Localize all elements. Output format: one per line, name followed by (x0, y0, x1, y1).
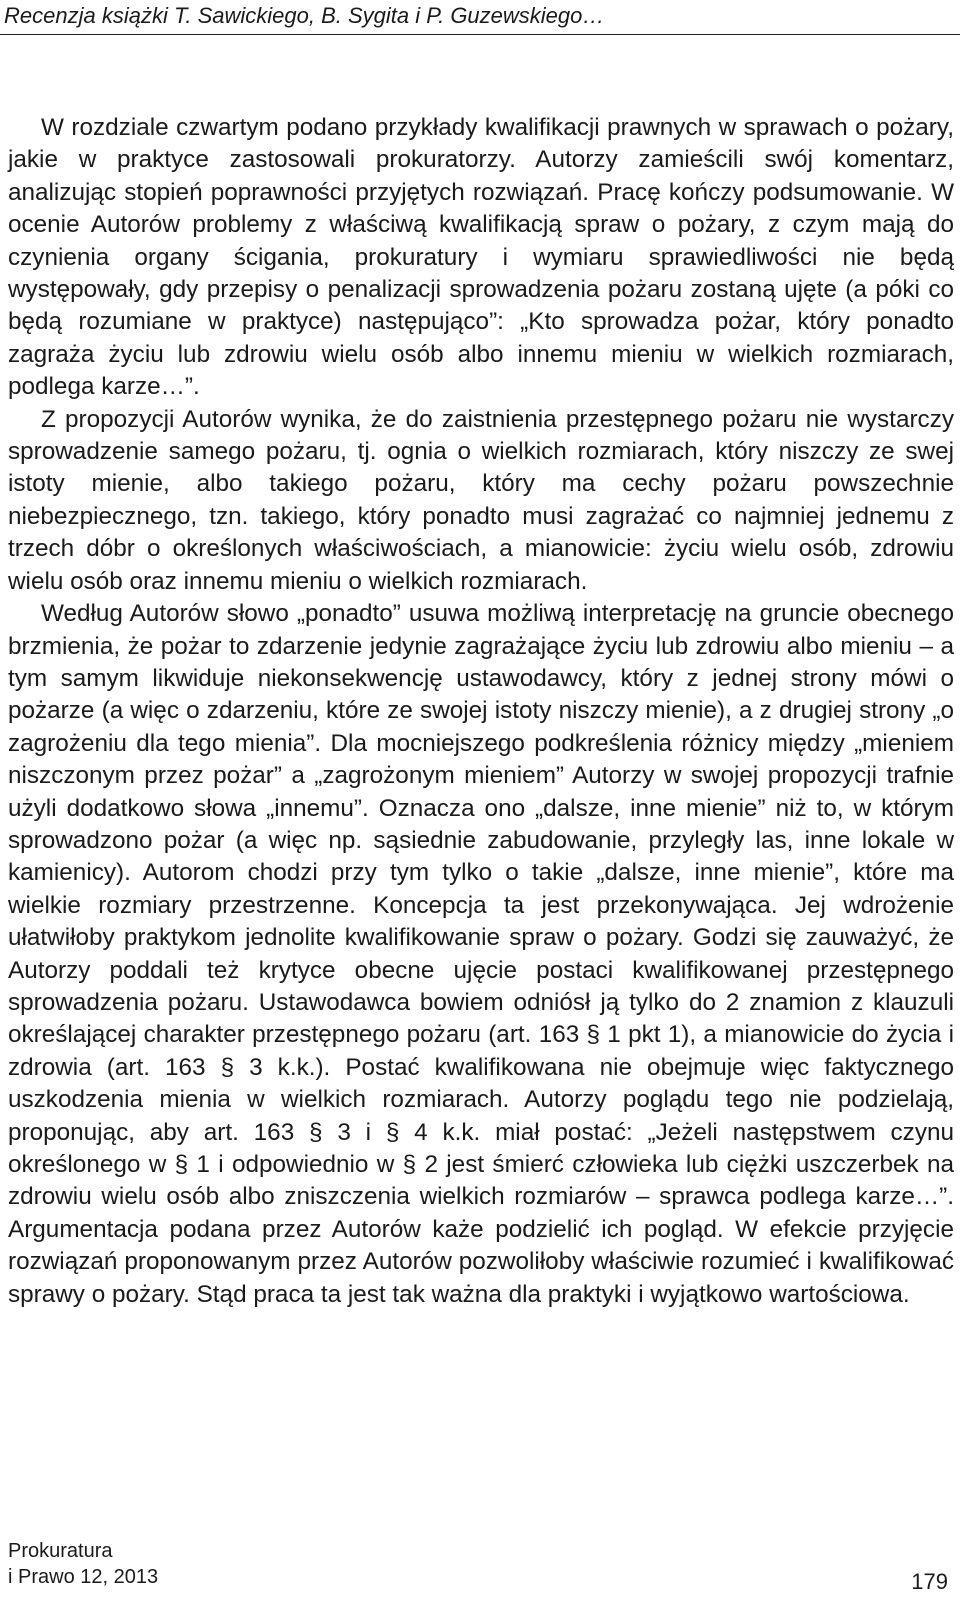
journal-issue: i Prawo 12, 2013 (8, 1566, 159, 1588)
article-body (8, 112, 954, 1311)
journal-name: Prokuratura (8, 1540, 113, 1562)
running-header: Recenzja książki T. Sawickiego, B. Sygita i P. Guzewskiego… (4, 3, 605, 28)
paragraph-word-ponadto: Według Autorów słowo „ponadto” usuwa możliwą interpretację na gruncie obecnego brzmienia, że pożar to zdarzenie jedynie zagrażające życiu lub zdrowiu albo mieniu – a tym samym likwiduje niekonsekwencję ustawodawcy, który z jednej strony mówi o pożarze (a więc o zdarzeniu, które ze swojej istoty niszczy mienie), a z drugiej strony „o zagrożeniu dla tego mienia”. Dla mocniejszego podkreślenia różnicy między „mieniem niszczonym przez pożar” a „zagrożonym mieniem” Autorzy w swojej propozycji trafnie użyli dodatkowo słowa „innemu”. Oznacza ono „dalsze, inne mienie” niż to, w którym sprowadzono pożar (a więc np. sąsiednie zabudowanie, przyległy las, inne lokale w kamienicy). Autorom chodzi przy tym tylko o takie „dalsze, inne mienie”, które ma wielkie rozmiary przestrzenne. Koncepcja ta jest przekonywająca. Jej wdrożenie ułatwiłoby praktykom jednolite kwalifikowanie spraw o pożary. Godzi się zauważyć, że Autorzy poddali też krytyce obecne ujęcie postaci kwalifikowanej przestępnego sprowadzenia pożaru. Ustawodawca bowiem odniósł ją tylko do 2 znamion z klauzuli określającej charakter przestępnego pożaru (art. 163 § 1 pkt 1), a mianowicie do życia i zdrowia (art. 163 § 3 k.k.). Postać kwalifikowana nie obejmuje więc faktycznego uszkodzenia mienia w wielkich rozmiarach. Autorzy poglądu tego nie podzielają, proponując, aby art. 163 § 3 i § 4 k.k. miał postać: „Jeżeli następstwem czynu określonego w § 1 i odpowiednio w § 2 jest śmierć człowieka lub ciężki uszczerbek na zdrowiu wielu osób albo zniszczenia wielkich rozmiarów – sprawca podlega karze…”. Argumentacja podana przez Autorów każe podzielić ich pogląd. W efekcie przyjęcie rozwiązań proponowanym przez Autorów pozwoliłoby właściwie rozumieć i kwalifikować sprawy o pożary. Stąd praca ta jest tak ważna dla praktyki i wyjątkowo wartościowa. (8, 600, 954, 1308)
journal-footer (8, 1538, 158, 1590)
paragraph-authors-proposal: Z propozycji Autorów wynika, że do zaistnienia przestępnego pożaru nie wystarczy sprowadzenie samego pożaru, tj. ognia o wielkich rozmiarach, który niszczy ze swej istoty mienie, albo takiego pożaru, który ma cechy pożaru powszechnie niebezpiecznego, tzn. takiego, który ponadto musi zagrażać co najmniej jednemu z trzech dóbr o określonych właściwościach, a mianowicie: życiu wielu osób, zdrowiu wielu osób oraz innemu mieniu o wielkich rozmiarach. (8, 405, 954, 595)
paragraph-chapter-four: W rozdziale czwartym podano przykłady kwalifikacji prawnych w sprawach o pożary, jakie w praktyce zastosowali prokuratorzy. Autorzy zamieścili swój komentarz, analizując stopień poprawności przyjętych rozwiązań. Pracę kończy podsumowanie. W ocenie Autorów problemy z właściwą kwalifikacją spraw o pożary, z czym mają do czynienia organy ścigania, prokuratury i wymiaru sprawiedliwości nie będą występowały, gdy przepisy o penalizacji sprowadzenia pożaru zostaną ujęte (a póki co będą rozumiane w praktyce) następująco”: „Kto sprowadza pożar, który ponadto zagraża życiu lub zdrowiu wielu osób albo innemu mieniu w wielkich rozmiarach, podlega karze…”. (8, 114, 954, 401)
header-divider (0, 34, 960, 35)
page-number: 179 (911, 1569, 948, 1594)
